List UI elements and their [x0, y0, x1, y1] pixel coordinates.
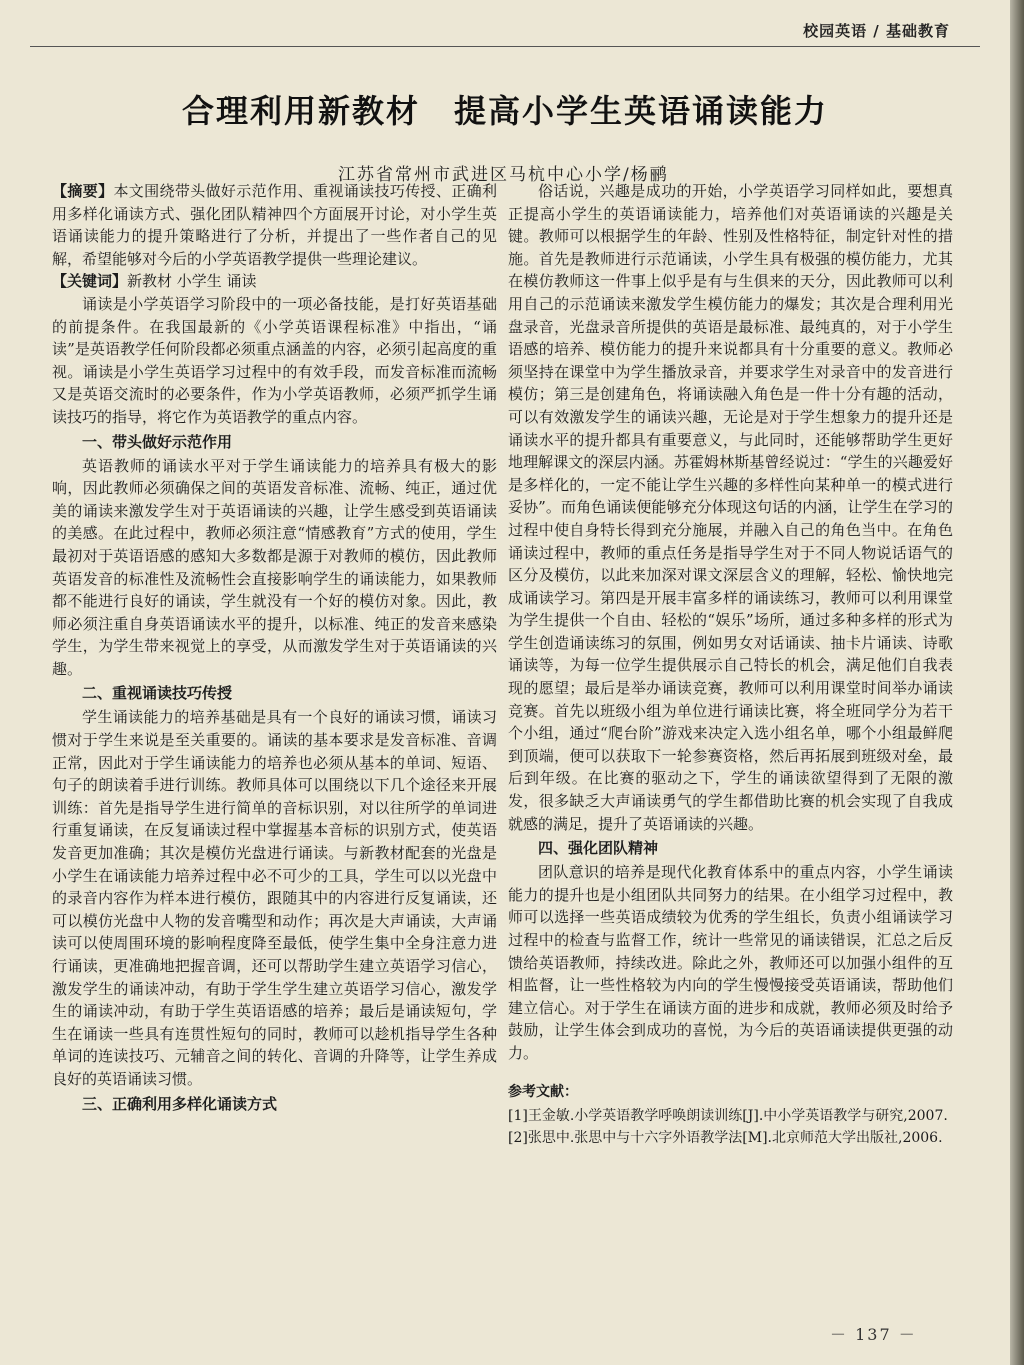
running-header: 校园英语 / 基础教育: [803, 22, 950, 40]
abstract-label: 【摘要】: [52, 182, 114, 200]
section-text-1: 英语教师的诵读水平对于学生诵读能力的培养具有极大的影响，因此教师必须确保之间的英语发音标准、流畅、纯正，通过优美的诵读来激发学生对于英语诵读的兴趣，让学生感受到英语诵读的美感。在此过程中，教师必须注意“情感教育”方式的使用，学生最初对于英语语感的感知大多数都是源于对教师的模仿，因此教师英语发音的标准性及流畅性会直接影响学生的诵读能力，如果教师都不能进行良好的诵读，学生就没有一个好的模仿对象。因此，教师必须注重自身英语诵读水平的提升，以标准、纯正的发音来感染学生，为学生带来视觉上的享受，从而激发学生对于英语诵读的兴趣。: [52, 456, 497, 678]
right-column: [508, 180, 953, 1149]
abstract-text: 本文围绕带头做好示范作用、重视诵读技巧传授、正确利用多样化诵读方式、强化团队精神四个方面展开讨论，对小学生英语诵读能力的提升策略进行了分析，并提出了一些作者自己的见解，希望能够对今后的小学英语教学提供一些理论建议。: [52, 182, 497, 268]
section-text-2: 学生诵读能力的培养基础是具有一个良好的诵读习惯，诵读习惯对于学生来说是至关重要的。诵读的基本要求是发音标准、音调正常，因此对于学生诵读能力的培养也必须从基本的单词、短语、句子的朗读着手进行训练。教师具体可以围绕以下几个途径来开展训练：首先是指导学生进行简单的音标识别，对以往所学的单词进行重复诵读，在反复诵读过程中掌握基本音标的识别方式，使英语发音更加准确；其次是模仿光盘进行诵读。与新教材配套的光盘是小学生在诵读能力培养过程中必不可少的工具，学生可以以光盘中的录音内容作为样本进行模仿，跟随其中的内容进行反复诵读，还可以模仿光盘中人物的发音嘴型和动作；再次是大声诵读，大声诵读可以使周围环境的影响程度降至最低，使学生集中全身注意力进行诵读，更准确地把握音调，还可以帮助学生建立英语学习信心，激发学生的诵读冲动，有助于学生学生建立英语学习信心，激发学生的诵读冲动，有助于学生英语语感的培养；最后是诵读短句，学生在诵读一些具有连贯性短句的同时，教师可以趁机指导学生各种单词的连读技巧、元辅音之间的转化、音调的升降等，让学生养成良好的英语诵读习惯。: [52, 708, 497, 1088]
page-number: － 137 －: [830, 1325, 917, 1344]
abstract: [52, 180, 497, 270]
keywords-text: 新教材 小学生 诵读: [127, 272, 257, 291]
section-text-4: 团队意识的培养是现代化教育体系中的重点内容，小学生诵读能力的提升也是小组团队共同努力的结果。在小组学习过程中，教师可以选择一些英语成绩较为优秀的学生组长，负责小组诵读学习过程中的检查与监督工作，统计一些常见的诵读错误，汇总之后反馈给英语教师，持续改进。除此之外，教师还可以加强小组件的互相监督，让一些性格较为内向的学生慢慢接受英语诵读，帮助他们建立信心。对于学生在诵读方面的进步和成就，教师必须及时给予鼓励，让学生体会到成功的喜悦，为今后的英语诵读提供更强的动力。: [508, 863, 953, 1062]
section-heading-3: 三、正确利用多样化诵读方式: [82, 1094, 278, 1113]
left-column: [52, 180, 497, 1117]
section-heading-2: 二、重视诵读技巧传授: [82, 684, 233, 703]
article-author: 江苏省常州市武进区马杭中心小学/杨鹂: [338, 165, 669, 185]
intro-paragraph: 诵读是小学英语学习阶段中的一项必备技能，是打好英语基础的前提条件。在我国最新的《小学英语课程标准》中指出，“诵读”是英语教学任何阶段都必须重点涵盖的内容，必须引起高度的重视。诵读是小学生英语学习过程中的有效手段，而发音标准而流畅又是英语交流时的必要条件，作为小学英语教师，必须严抓学生诵读技巧的指导，将它作为英语教学的重点内容。: [52, 294, 497, 426]
page-edge-shadow: [1010, 0, 1024, 1365]
reference-item: [1]王金敏.小学英语教学呼唤朗读训练[J].中小学英语教学与研究,2007.: [508, 1107, 948, 1124]
header-rule: [30, 46, 980, 47]
references-title: 参考文献：: [508, 1083, 578, 1100]
reference-item: [2]张思中.张思中与十六字外语教学法[M].北京师范大学出版社,2006.: [508, 1129, 943, 1146]
section-heading-4: 四、强化团队精神: [538, 839, 659, 858]
article-title: 合理利用新教材 提高小学生英语诵读能力: [181, 92, 828, 130]
keywords-label: 【关键词】: [52, 272, 128, 291]
section-text-3: 俗话说，兴趣是成功的开始，小学英语学习同样如此，要想真正提高小学生的英语诵读能力，培养他们对英语诵读的兴趣是关键。教师可以根据学生的年龄、性别及性格特征，制定针对性的措施。首先是教师进行示范诵读，小学生具有极强的模仿能力，尤其在模仿教师这一件事上似乎是有与生俱来的天分，因此教师可以利用自己的示范诵读来激发学生模仿能力的爆发；其次是合理利用光盘录音，光盘录音所提供的英语是最标准、最纯真的，对于小学生语感的培养、模仿能力的提升来说都具有十分重要的意义。教师必须坚持在课堂中为学生播放录音，并要求学生对录音中的发音进行模仿；第三是创建角色，将诵读融入角色是一件十分有趣的活动，可以有效激发学生的诵读兴趣，无论是对于学生想象力的提升还是诵读水平的提升都具有重要意义，与此同时，还能够帮助学生更好地理解课文的深层内涵。苏霍姆林斯基曾经说过：“学生的兴趣爱好是多样化的，一定不能让学生兴趣的多样性向某种单一的模式进行妥协”。而角色诵读便能够充分体现这句话的内涵，让学生在学习的过程中使自身特长得到充分施展，并融入自己的角色当中。在角色诵读过程中，教师的重点任务是指导学生对于不同人物说话语气的区分及模仿，以此来加深对课文深层含义的理解，轻松、愉快地完成诵读学习。第四是开展丰富多样的诵读练习，教师可以利用课堂为学生提供一个自由、轻松的“娱乐”场所，通过多种多样的形式为学生创造诵读练习的氛围，例如男女对话诵读、抽卡片诵读、诗歌诵读等，为每一位学生提供展示自己特长的机会，满足他们自我表现的愿望；最后是举办诵读竞赛，教师可以利用课堂时间举办诵读竞赛。首先以班级小组为单位进行诵读比赛，将全班同学分为若干个小组，通过“爬台阶”游戏来决定入选小组名单，哪个小组最鲜爬到顶端，便可以获取下一轮参赛资格，然后再拓展到班级对垒，最后到年级。在比赛的驱动之下，学生的诵读欲望得到了无限的激发，很多缺乏大声诵读勇气的学生都借助比赛的机会实现了自我成就感的满足，提升了英语诵读的兴趣。: [508, 182, 953, 833]
keywords: [52, 270, 497, 293]
section-heading-1: 一、带头做好示范作用: [82, 432, 233, 451]
